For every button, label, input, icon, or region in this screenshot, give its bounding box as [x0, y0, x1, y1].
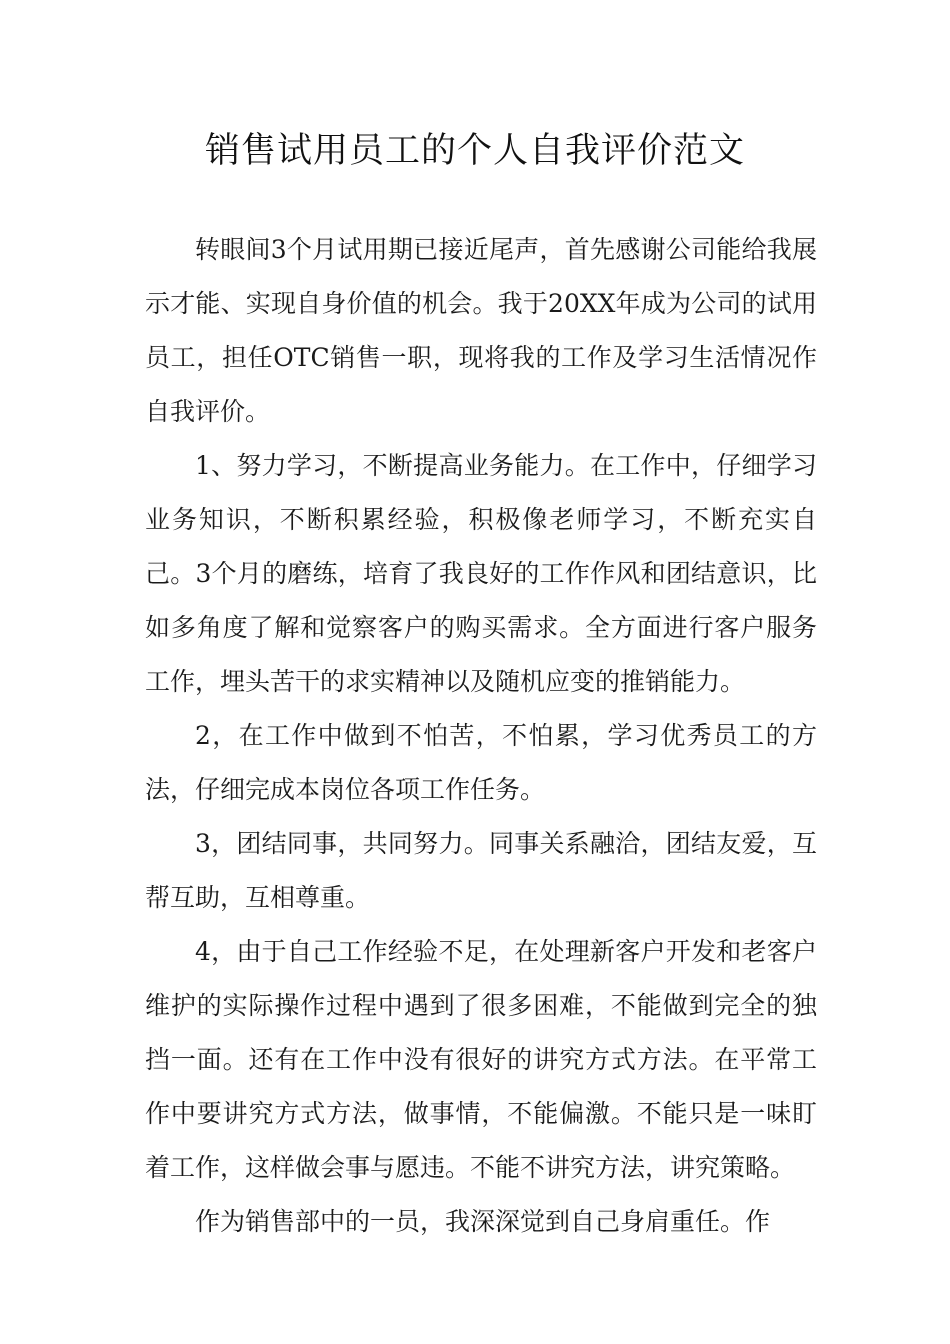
paragraph-point-4: 4，由于自己工作经验不足，在处理新客户开发和老客户维护的实际操作过程中遇到了很多困难，不能做到完全的独挡一面。还有在工作中没有很好的讲究方式方法。在平常工作中要讲究方式方法，做事情，不能偏激。不能只是一味盯着工作，这样做会事与愿违。不能不讲究方法，讲究策略。 [145, 937, 817, 1182]
paragraph-point-3: 3，团结同事，共同努力。同事关系融洽，团结友爱，互帮互助，互相尊重。 [145, 829, 817, 912]
document-title: 销售试用员工的个人自我评价范文 [204, 131, 745, 171]
paragraph-point-2: 2，在工作中做到不怕苦，不怕累，学习优秀员工的方法，仔细完成本岗位各项工作任务。 [145, 721, 817, 804]
document-body [145, 223, 817, 1249]
paragraph-intro: 转眼间3个月试用期已接近尾声，首先感谢公司能给我展示才能、实现自身价值的机会。我于20XX年成为公司的试用员工，担任OTC销售一职，现将我的工作及学习生活情况作自我评价。 [145, 235, 817, 426]
paragraph-closing: 作为销售部中的一员，我深深觉到自己身肩重任。作 [195, 1207, 771, 1236]
paragraph-point-1: 1、努力学习，不断提高业务能力。在工作中，仔细学习业务知识，不断积累经验，积极像老师学习，不断充实自己。3个月的磨练，培育了我良好的工作作风和团结意识，比如多角度了解和觉察客户的购买需求。全方面进行客户服务工作，埋头苦干的求实精神以及随机应变的推销能力。 [145, 451, 817, 696]
